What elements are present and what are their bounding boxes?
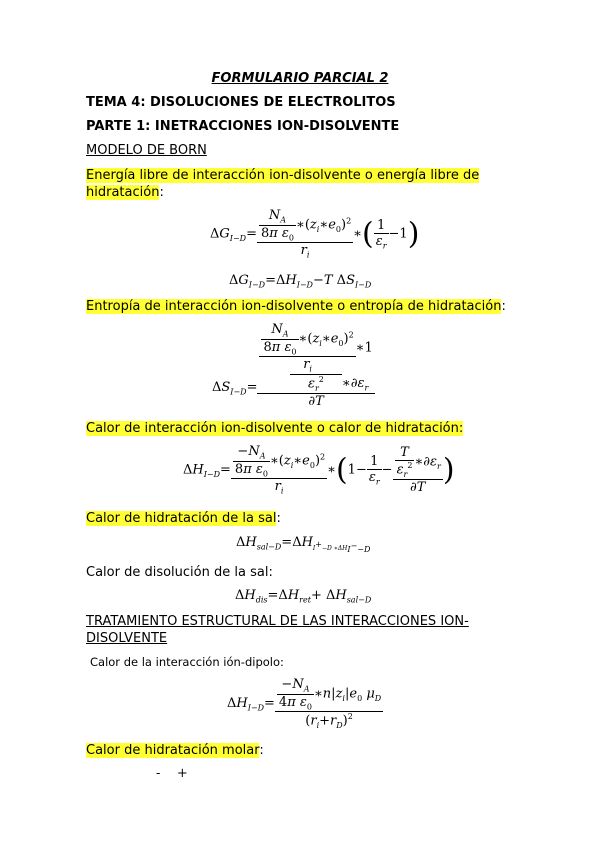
energia-line1: Energía libre de interacción ion-disolvente o energía libre de: [86, 168, 480, 183]
equation-delta-h-born: $\Delta H_{I-D}=$ $\frac{-N_A}{8\pi \varepsilon_0}$ $∗(z_i∗e_0)^2$ $r_i$ ∗(1− $\frac{1}{\varepsilon_r}$ − $\frac{T}{\varepsilon_r^2}$ $∗\partial\varepsilon_r$ ∂T ): [183, 444, 455, 496]
equation-delta-g-born: $\Delta G_{I-D}=$ $\frac{N_A}{8\pi \varepsilon_0}$ $∗(z_i∗e_0)^2$ $r_i$ ∗( $\frac{1}{\varepsilon_r}$ −1): [210, 208, 420, 260]
equation-gibbs-relation: $\Delta G_{I-D}=\Delta H_{I-D}-T$ $\Delta S_{I-D}$: [229, 273, 372, 290]
equation-delta-s: $\Delta S_{I-D}=$ $\frac{N_A}{8\pi \varepsilon_0}$ $∗(z_i∗e_0)^2$ $r_i$ ∗1 $\varepsilon_r^2$ $∗\partial\varepsilon_r$ ∂T: [212, 322, 373, 409]
energia-line2: hidratación: [86, 185, 160, 200]
calor-interaccion-label: Calor de interacción ion-disolvente o calor de hidratación:: [86, 421, 464, 436]
ion-dipolo-label: Calor de la interacción ión-dipolo:: [90, 655, 284, 669]
calor-molar-label: Calor de hidratación molar:: [86, 743, 264, 758]
calor-disolucion-label: Calor de disolución de la sal:: [86, 565, 273, 580]
document-title: FORMULARIO PARCIAL 2: [211, 71, 389, 86]
section-heading-parte: PARTE 1: INETRACCIONES ION-DISOLVENTE: [86, 119, 400, 134]
equation-delta-h-sal: $\Delta H_{sal-D}=\Delta H_{I^+-D ∗\Delta H_{I^--D}}$: [236, 535, 371, 554]
entropia-label: Entropía de interacción ion-disolvente o entropía de hidratación:: [86, 299, 506, 314]
calor-sal-label: Calor de hidratación de la sal:: [86, 511, 281, 526]
section-heading-tema: TEMA 4: DISOLUCIONES DE ELECTROLITOS: [86, 95, 396, 110]
energia-libre-label: Energía libre de interacción ion-disolvente o energía libre de hidratación:: [86, 168, 480, 200]
equation-ion-dipolo: $\Delta H_{I-D}=$ $\frac{-N_A}{4\pi \varepsilon_0}$ $∗n|z_i|e_0$ $\mu_D$ $(r_i+r_D)^2$: [227, 677, 382, 731]
subheading-tratamiento: TRATAMIENTO ESTRUCTURAL DE LAS INTERACCIONES ION- DISOLVENTE: [86, 614, 469, 646]
bottom-signs: - +: [156, 766, 188, 781]
subheading-modelo-born: MODELO DE BORN: [86, 143, 207, 158]
equation-delta-h-dis: $\Delta H_{dis}=\Delta H_{ret}+ \Delta H_{sal-D}$: [235, 588, 372, 605]
